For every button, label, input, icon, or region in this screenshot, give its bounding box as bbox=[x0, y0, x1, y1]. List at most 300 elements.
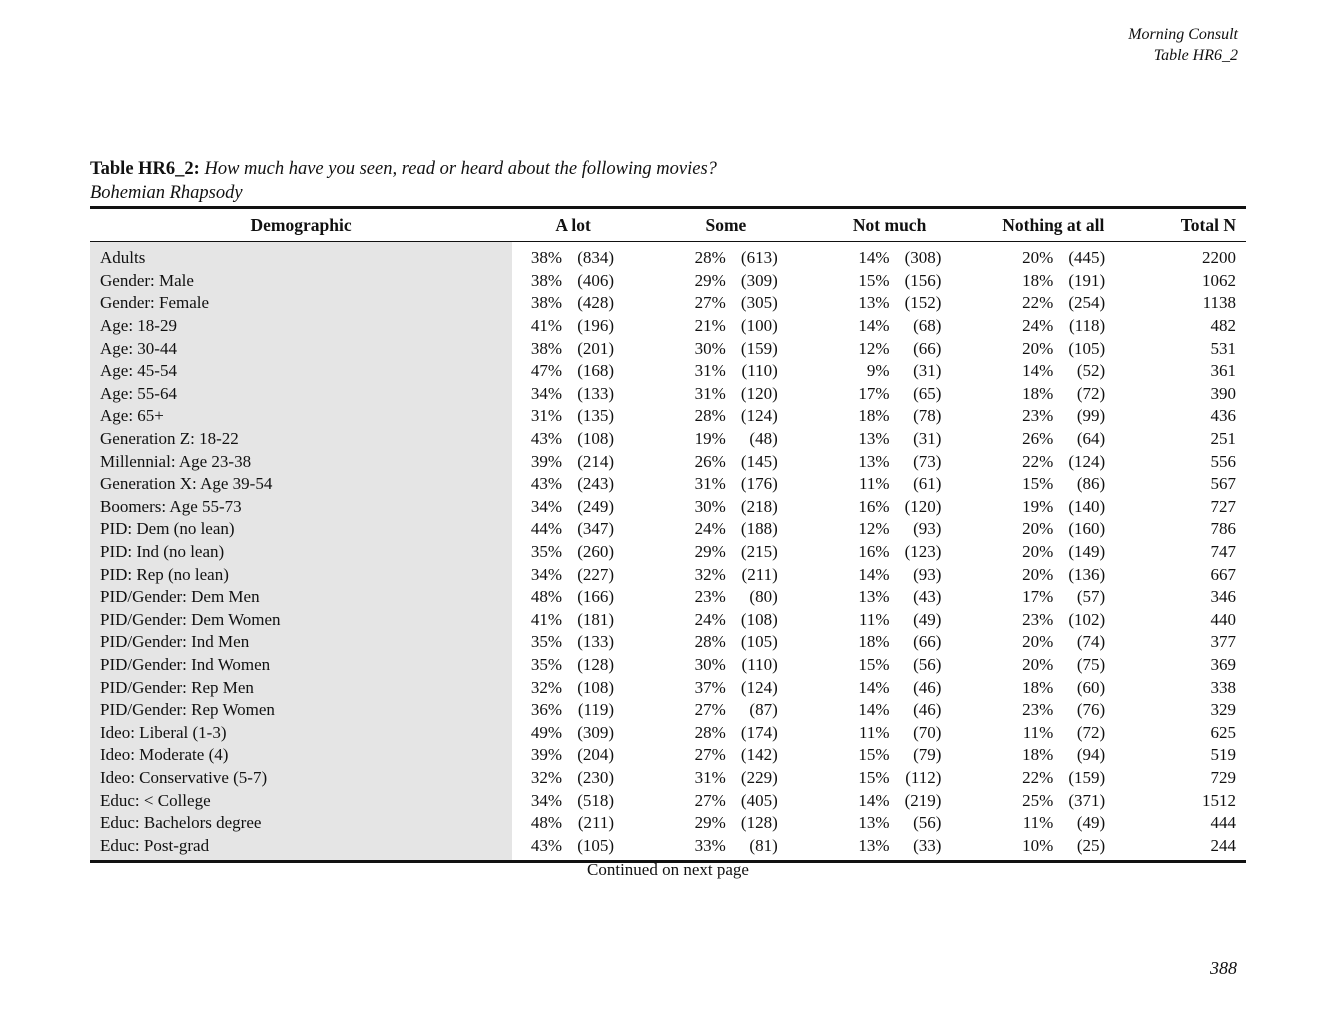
row-label: PID/Gender: Dem Men bbox=[90, 586, 512, 609]
cell-a-lot-pct: 39% bbox=[530, 451, 563, 471]
cell-not-much-pct: 15% bbox=[858, 767, 890, 787]
cell-nothing-pct: 20% bbox=[1022, 564, 1054, 584]
cell-nothing-pct: 23% bbox=[1022, 609, 1054, 629]
cell-some-pct: 28% bbox=[694, 632, 726, 652]
cell-a-lot-n: (201) bbox=[577, 338, 615, 358]
cell-not-much-pct: 13% bbox=[858, 835, 890, 855]
cell-not-much-n: (66) bbox=[913, 338, 942, 358]
cell-some-n: (128) bbox=[740, 813, 778, 833]
cell-some-n: (613) bbox=[740, 248, 778, 268]
cell-nothing-n: (99) bbox=[1076, 406, 1106, 426]
cell-not-much-pct: 18% bbox=[858, 406, 890, 426]
row-label: PID/Gender: Ind Men bbox=[90, 631, 512, 654]
data-table bbox=[90, 206, 1246, 863]
cell-not-much-n: (120) bbox=[904, 496, 942, 516]
cell-not-much-pct: 13% bbox=[858, 813, 890, 833]
row-label: Gender: Male bbox=[90, 270, 512, 293]
table-row bbox=[90, 292, 1246, 315]
cell-total-n: 1512 bbox=[1202, 790, 1236, 810]
cell-not-much-pct: 9% bbox=[866, 361, 890, 381]
cell-some-n: (188) bbox=[740, 519, 778, 539]
cell-nothing-n: (124) bbox=[1068, 451, 1106, 471]
cell-total-n: 1062 bbox=[1202, 270, 1236, 290]
cell-some-pct: 30% bbox=[694, 654, 726, 674]
cell-nothing-n: (136) bbox=[1068, 564, 1106, 584]
cell-a-lot-pct: 41% bbox=[530, 609, 563, 629]
cell-not-much-pct: 15% bbox=[858, 270, 890, 290]
cell-not-much-n: (56) bbox=[913, 813, 942, 833]
cell-a-lot-n: (249) bbox=[577, 496, 615, 516]
cell-a-lot-n: (133) bbox=[577, 632, 615, 652]
cell-a-lot-pct: 34% bbox=[530, 496, 563, 516]
cell-a-lot-n: (428) bbox=[577, 293, 615, 313]
cell-a-lot-n: (119) bbox=[577, 700, 615, 720]
cell-total-n: 436 bbox=[1210, 406, 1236, 426]
cell-not-much-n: (219) bbox=[904, 790, 942, 810]
cell-a-lot-n: (133) bbox=[577, 383, 615, 403]
cell-nothing-pct: 20% bbox=[1022, 519, 1054, 539]
row-label: Gender: Female bbox=[90, 292, 512, 315]
row-label: Ideo: Liberal (1-3) bbox=[90, 721, 512, 744]
cell-nothing-n: (25) bbox=[1076, 835, 1106, 855]
cell-not-much-pct: 11% bbox=[859, 722, 890, 742]
cell-some-pct: 29% bbox=[694, 270, 726, 290]
cell-nothing-pct: 23% bbox=[1022, 700, 1054, 720]
cell-nothing-n: (159) bbox=[1068, 767, 1106, 787]
cell-not-much-n: (70) bbox=[913, 722, 942, 742]
cell-nothing-pct: 11% bbox=[1022, 813, 1054, 833]
cell-total-n: 482 bbox=[1210, 316, 1236, 336]
cell-not-much-n: (56) bbox=[913, 654, 942, 674]
cell-nothing-pct: 14% bbox=[1022, 361, 1054, 381]
cell-some-n: (145) bbox=[740, 451, 778, 471]
cell-a-lot-n: (181) bbox=[577, 609, 615, 629]
cell-some-pct: 27% bbox=[694, 700, 726, 720]
cell-not-much-pct: 14% bbox=[858, 700, 890, 720]
cell-total-n: 786 bbox=[1210, 519, 1236, 539]
row-label: Generation Z: 18-22 bbox=[90, 428, 512, 451]
cell-nothing-n: (445) bbox=[1068, 248, 1106, 268]
cell-a-lot-pct: 38% bbox=[530, 270, 563, 290]
cell-a-lot-pct: 35% bbox=[530, 632, 563, 652]
table-row bbox=[90, 518, 1246, 541]
cell-nothing-n: (75) bbox=[1076, 654, 1106, 674]
cell-nothing-n: (72) bbox=[1076, 722, 1106, 742]
cell-nothing-pct: 18% bbox=[1022, 677, 1054, 697]
cell-nothing-pct: 18% bbox=[1022, 383, 1054, 403]
cell-not-much-pct: 12% bbox=[858, 519, 890, 539]
table-row bbox=[90, 473, 1246, 496]
cell-not-much-pct: 14% bbox=[858, 564, 890, 584]
cell-nothing-n: (86) bbox=[1076, 474, 1106, 494]
cell-some-pct: 31% bbox=[694, 767, 726, 787]
cell-total-n: 329 bbox=[1210, 700, 1236, 720]
cell-some-n: (124) bbox=[740, 677, 778, 697]
table-row bbox=[90, 699, 1246, 722]
cell-some-n: (108) bbox=[740, 609, 778, 629]
cell-some-n: (405) bbox=[740, 790, 778, 810]
cell-some-n: (100) bbox=[740, 316, 778, 336]
page-header bbox=[1128, 24, 1238, 66]
table-row bbox=[90, 496, 1246, 519]
row-label: Age: 65+ bbox=[90, 405, 512, 428]
cell-not-much-n: (79) bbox=[913, 745, 942, 765]
cell-nothing-n: (118) bbox=[1068, 316, 1106, 336]
row-label: PID/Gender: Dem Women bbox=[90, 609, 512, 632]
cell-a-lot-pct: 49% bbox=[530, 722, 563, 742]
cell-nothing-pct: 22% bbox=[1022, 451, 1054, 471]
cell-a-lot-n: (214) bbox=[577, 451, 615, 471]
cell-not-much-n: (68) bbox=[913, 316, 942, 336]
row-label: Educ: Bachelors degree bbox=[90, 812, 512, 835]
cell-a-lot-pct: 35% bbox=[530, 542, 563, 562]
cell-nothing-n: (60) bbox=[1076, 677, 1106, 697]
table-row bbox=[90, 405, 1246, 428]
table-row bbox=[90, 834, 1246, 861]
cell-some-pct: 28% bbox=[694, 248, 726, 268]
cell-not-much-n: (46) bbox=[913, 700, 942, 720]
cell-not-much-n: (73) bbox=[913, 451, 942, 471]
row-label: PID: Dem (no lean) bbox=[90, 518, 512, 541]
cell-a-lot-pct: 39% bbox=[530, 745, 563, 765]
cell-nothing-n: (102) bbox=[1068, 609, 1106, 629]
cell-a-lot-n: (211) bbox=[577, 813, 615, 833]
cell-not-much-pct: 13% bbox=[858, 587, 890, 607]
cell-nothing-pct: 19% bbox=[1022, 496, 1054, 516]
cell-a-lot-n: (230) bbox=[577, 767, 615, 787]
row-label: Educ: < College bbox=[90, 789, 512, 812]
cell-some-pct: 24% bbox=[694, 609, 726, 629]
cell-not-much-n: (308) bbox=[904, 248, 942, 268]
cell-not-much-n: (93) bbox=[913, 564, 942, 584]
cell-a-lot-pct: 48% bbox=[530, 587, 563, 607]
header-table-ref: Table HR6_2 bbox=[1153, 47, 1238, 64]
row-label: Ideo: Conservative (5-7) bbox=[90, 767, 512, 790]
cell-some-n: (215) bbox=[740, 542, 778, 562]
table-row bbox=[90, 428, 1246, 451]
cell-total-n: 390 bbox=[1210, 383, 1236, 403]
cell-a-lot-pct: 34% bbox=[530, 383, 563, 403]
cell-nothing-pct: 10% bbox=[1022, 835, 1054, 855]
title-question: How much have you seen, read or heard about the following movies? bbox=[204, 159, 717, 179]
col-total: Total N bbox=[1125, 208, 1246, 242]
cell-not-much-n: (46) bbox=[913, 677, 942, 697]
cell-total-n: 377 bbox=[1210, 632, 1236, 652]
row-label: PID/Gender: Rep Men bbox=[90, 676, 512, 699]
cell-nothing-pct: 17% bbox=[1022, 587, 1054, 607]
cell-total-n: 519 bbox=[1210, 745, 1236, 765]
cell-nothing-pct: 25% bbox=[1022, 790, 1054, 810]
cell-nothing-pct: 20% bbox=[1022, 632, 1054, 652]
cell-total-n: 338 bbox=[1210, 677, 1236, 697]
cell-not-much-pct: 15% bbox=[858, 654, 890, 674]
row-label: Age: 18-29 bbox=[90, 315, 512, 338]
cell-some-pct: 30% bbox=[694, 338, 726, 358]
cell-some-pct: 33% bbox=[694, 835, 726, 855]
cell-nothing-pct: 20% bbox=[1022, 654, 1054, 674]
cell-a-lot-pct: 36% bbox=[530, 700, 563, 720]
cell-some-pct: 30% bbox=[694, 496, 726, 516]
table-title bbox=[90, 157, 1246, 205]
cell-a-lot-n: (166) bbox=[577, 587, 615, 607]
table-row bbox=[90, 744, 1246, 767]
cell-not-much-n: (65) bbox=[913, 383, 942, 403]
cell-not-much-pct: 11% bbox=[859, 474, 890, 494]
cell-nothing-n: (64) bbox=[1076, 429, 1106, 449]
cell-not-much-pct: 16% bbox=[858, 496, 890, 516]
row-label: PID: Rep (no lean) bbox=[90, 563, 512, 586]
cell-nothing-n: (49) bbox=[1076, 813, 1106, 833]
table-row bbox=[90, 586, 1246, 609]
cell-nothing-pct: 24% bbox=[1022, 316, 1054, 336]
cell-nothing-pct: 18% bbox=[1022, 745, 1054, 765]
cell-not-much-n: (93) bbox=[913, 519, 942, 539]
cell-nothing-n: (149) bbox=[1068, 542, 1106, 562]
cell-total-n: 251 bbox=[1210, 429, 1236, 449]
cell-some-n: (159) bbox=[740, 338, 778, 358]
cell-total-n: 361 bbox=[1210, 361, 1236, 381]
cell-some-pct: 26% bbox=[694, 451, 726, 471]
cell-not-much-pct: 14% bbox=[858, 677, 890, 697]
table-row bbox=[90, 270, 1246, 293]
row-label: Educ: Post-grad bbox=[90, 834, 512, 861]
cell-a-lot-pct: 44% bbox=[530, 519, 563, 539]
cell-a-lot-n: (204) bbox=[577, 745, 615, 765]
cell-some-n: (87) bbox=[749, 700, 778, 720]
cell-a-lot-n: (834) bbox=[577, 248, 615, 268]
cell-some-pct: 32% bbox=[694, 564, 726, 584]
cell-not-much-pct: 13% bbox=[858, 451, 890, 471]
cell-total-n: 747 bbox=[1210, 542, 1236, 562]
cell-nothing-n: (76) bbox=[1076, 700, 1106, 720]
cell-not-much-pct: 13% bbox=[858, 293, 890, 313]
cell-a-lot-pct: 35% bbox=[530, 654, 563, 674]
cell-some-pct: 21% bbox=[694, 316, 726, 336]
cell-nothing-pct: 18% bbox=[1022, 270, 1054, 290]
cell-some-pct: 29% bbox=[694, 813, 726, 833]
row-label: Millennial: Age 23-38 bbox=[90, 450, 512, 473]
cell-some-pct: 19% bbox=[694, 429, 726, 449]
cell-not-much-n: (33) bbox=[913, 835, 942, 855]
cell-nothing-pct: 22% bbox=[1022, 767, 1054, 787]
table-row bbox=[90, 654, 1246, 677]
cell-a-lot-pct: 47% bbox=[530, 361, 563, 381]
cell-a-lot-pct: 38% bbox=[530, 248, 563, 268]
cell-not-much-n: (31) bbox=[913, 429, 942, 449]
cell-a-lot-pct: 31% bbox=[530, 406, 563, 426]
cell-nothing-n: (57) bbox=[1076, 587, 1106, 607]
cell-not-much-pct: 17% bbox=[858, 383, 890, 403]
cell-some-pct: 23% bbox=[694, 587, 726, 607]
cell-total-n: 2200 bbox=[1202, 248, 1236, 268]
row-label: PID/Gender: Ind Women bbox=[90, 654, 512, 677]
cell-some-pct: 28% bbox=[694, 722, 726, 742]
cell-nothing-n: (105) bbox=[1068, 338, 1106, 358]
cell-a-lot-n: (168) bbox=[577, 361, 615, 381]
col-demographic: Demographic bbox=[90, 208, 512, 242]
cell-some-pct: 31% bbox=[694, 361, 726, 381]
cell-total-n: 346 bbox=[1210, 587, 1236, 607]
row-label: Ideo: Moderate (4) bbox=[90, 744, 512, 767]
cell-some-n: (80) bbox=[749, 587, 778, 607]
cell-a-lot-n: (108) bbox=[577, 677, 615, 697]
title-subtitle: Bohemian Rhapsody bbox=[90, 183, 243, 203]
col-a-lot: A lot bbox=[512, 208, 634, 242]
cell-a-lot-n: (108) bbox=[577, 429, 615, 449]
table-row bbox=[90, 337, 1246, 360]
cell-a-lot-pct: 43% bbox=[530, 429, 563, 449]
cell-some-n: (176) bbox=[740, 474, 778, 494]
table-row bbox=[90, 767, 1246, 790]
table-row bbox=[90, 721, 1246, 744]
cell-nothing-n: (52) bbox=[1076, 361, 1106, 381]
table-row bbox=[90, 315, 1246, 338]
cell-a-lot-n: (309) bbox=[577, 722, 615, 742]
row-label: Age: 30-44 bbox=[90, 337, 512, 360]
cell-not-much-pct: 13% bbox=[858, 429, 890, 449]
cell-a-lot-n: (105) bbox=[577, 835, 615, 855]
cell-a-lot-n: (196) bbox=[577, 316, 615, 336]
cell-nothing-n: (160) bbox=[1068, 519, 1106, 539]
cell-nothing-n: (74) bbox=[1076, 632, 1106, 652]
cell-total-n: 244 bbox=[1210, 835, 1236, 855]
cell-a-lot-n: (243) bbox=[577, 474, 615, 494]
continued-note: Continued on next page bbox=[587, 860, 749, 879]
cell-not-much-n: (43) bbox=[913, 587, 942, 607]
page-number: 388 bbox=[1210, 958, 1237, 978]
cell-some-n: (110) bbox=[741, 361, 778, 381]
col-nothing: Nothing at all bbox=[961, 208, 1125, 242]
cell-not-much-n: (78) bbox=[913, 406, 942, 426]
cell-total-n: 440 bbox=[1210, 609, 1236, 629]
cell-total-n: 727 bbox=[1210, 496, 1236, 516]
cell-a-lot-pct: 38% bbox=[530, 293, 563, 313]
table-row bbox=[90, 676, 1246, 699]
cell-nothing-pct: 20% bbox=[1022, 542, 1054, 562]
row-label: Boomers: Age 55-73 bbox=[90, 496, 512, 519]
table-row bbox=[90, 383, 1246, 406]
cell-not-much-n: (61) bbox=[913, 474, 942, 494]
cell-not-much-pct: 18% bbox=[858, 632, 890, 652]
cell-total-n: 667 bbox=[1210, 564, 1236, 584]
row-label: Age: 45-54 bbox=[90, 360, 512, 383]
cell-not-much-pct: 14% bbox=[858, 790, 890, 810]
row-label: PID/Gender: Rep Women bbox=[90, 699, 512, 722]
cell-a-lot-pct: 43% bbox=[530, 474, 563, 494]
table-row bbox=[90, 360, 1246, 383]
cell-not-much-n: (49) bbox=[913, 609, 942, 629]
cell-a-lot-n: (406) bbox=[577, 270, 615, 290]
cell-some-pct: 27% bbox=[694, 790, 726, 810]
row-label: Age: 55-64 bbox=[90, 383, 512, 406]
table-row bbox=[90, 631, 1246, 654]
cell-nothing-n: (140) bbox=[1068, 496, 1106, 516]
cell-a-lot-pct: 48% bbox=[530, 813, 563, 833]
cell-some-pct: 31% bbox=[694, 383, 726, 403]
cell-a-lot-pct: 34% bbox=[530, 564, 563, 584]
cell-a-lot-n: (260) bbox=[577, 542, 615, 562]
cell-some-n: (305) bbox=[740, 293, 778, 313]
cell-a-lot-pct: 32% bbox=[530, 767, 563, 787]
cell-some-pct: 29% bbox=[694, 542, 726, 562]
table-row bbox=[90, 812, 1246, 835]
cell-some-n: (110) bbox=[741, 654, 778, 674]
cell-a-lot-pct: 43% bbox=[530, 835, 563, 855]
cell-a-lot-n: (135) bbox=[577, 406, 615, 426]
cell-total-n: 567 bbox=[1210, 474, 1236, 494]
row-label: PID: Ind (no lean) bbox=[90, 541, 512, 564]
cell-some-pct: 27% bbox=[694, 745, 726, 765]
cell-some-n: (309) bbox=[740, 270, 778, 290]
cell-some-n: (142) bbox=[740, 745, 778, 765]
cell-total-n: 556 bbox=[1210, 451, 1236, 471]
table-row bbox=[90, 450, 1246, 473]
cell-a-lot-n: (227) bbox=[577, 564, 615, 584]
cell-total-n: 729 bbox=[1210, 767, 1236, 787]
cell-some-pct: 24% bbox=[694, 519, 726, 539]
cell-some-n: (120) bbox=[740, 383, 778, 403]
cell-some-pct: 27% bbox=[694, 293, 726, 313]
col-some: Some bbox=[634, 208, 798, 242]
cell-nothing-pct: 26% bbox=[1022, 429, 1054, 449]
cell-nothing-pct: 15% bbox=[1022, 474, 1054, 494]
cell-some-n: (211) bbox=[741, 564, 778, 584]
cell-not-much-n: (31) bbox=[913, 361, 942, 381]
header-row bbox=[90, 208, 1246, 242]
table-row bbox=[90, 789, 1246, 812]
cell-nothing-n: (191) bbox=[1068, 270, 1106, 290]
cell-total-n: 369 bbox=[1210, 654, 1236, 674]
cell-not-much-pct: 16% bbox=[858, 542, 890, 562]
cell-a-lot-n: (128) bbox=[577, 654, 615, 674]
cell-not-much-pct: 15% bbox=[858, 745, 890, 765]
col-not-much: Not much bbox=[798, 208, 962, 242]
cell-some-pct: 28% bbox=[694, 406, 726, 426]
cell-a-lot-pct: 41% bbox=[530, 316, 563, 336]
cell-some-n: (81) bbox=[749, 835, 778, 855]
cell-some-n: (229) bbox=[740, 767, 778, 787]
cell-nothing-n: (371) bbox=[1068, 790, 1106, 810]
cell-not-much-n: (112) bbox=[905, 767, 942, 787]
cell-some-n: (218) bbox=[740, 496, 778, 516]
cell-total-n: 625 bbox=[1210, 722, 1236, 742]
cell-nothing-pct: 11% bbox=[1022, 722, 1054, 742]
cell-total-n: 444 bbox=[1210, 813, 1236, 833]
cell-not-much-n: (152) bbox=[904, 293, 942, 313]
cell-not-much-n: (66) bbox=[913, 632, 942, 652]
cell-nothing-n: (72) bbox=[1076, 383, 1106, 403]
cell-not-much-n: (123) bbox=[904, 542, 942, 562]
table-row bbox=[90, 242, 1246, 270]
cell-a-lot-pct: 34% bbox=[530, 790, 563, 810]
cell-some-n: (48) bbox=[749, 429, 778, 449]
table-row bbox=[90, 563, 1246, 586]
cell-some-n: (174) bbox=[740, 722, 778, 742]
cell-not-much-pct: 14% bbox=[858, 316, 890, 336]
cell-not-much-pct: 11% bbox=[859, 609, 890, 629]
cell-not-much-pct: 14% bbox=[858, 248, 890, 268]
cell-nothing-pct: 20% bbox=[1022, 338, 1054, 358]
cell-nothing-pct: 20% bbox=[1022, 248, 1054, 268]
row-label: Generation X: Age 39-54 bbox=[90, 473, 512, 496]
cell-not-much-pct: 12% bbox=[858, 338, 890, 358]
cell-nothing-n: (254) bbox=[1068, 293, 1106, 313]
cell-some-pct: 37% bbox=[694, 677, 726, 697]
cell-a-lot-n: (347) bbox=[577, 519, 615, 539]
cell-total-n: 531 bbox=[1210, 338, 1236, 358]
cell-some-n: (105) bbox=[740, 632, 778, 652]
cell-a-lot-n: (518) bbox=[577, 790, 615, 810]
